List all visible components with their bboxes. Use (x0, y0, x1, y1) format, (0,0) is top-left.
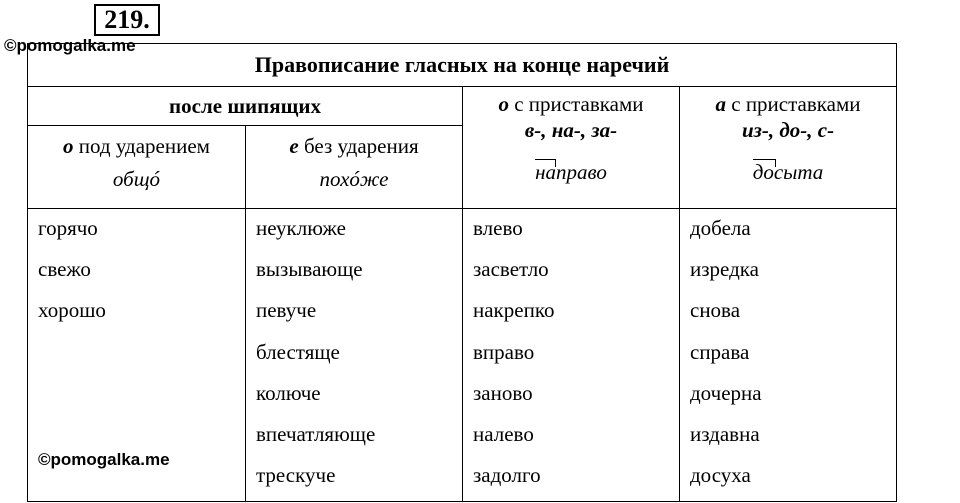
word: блестяще (256, 339, 340, 364)
word: досуха (690, 463, 751, 488)
word: горячо (38, 216, 98, 240)
header-a-with-prefixes (680, 87, 897, 209)
header-o-stressed (28, 126, 246, 209)
word: издавна (690, 421, 760, 446)
adverb-spelling-table (27, 43, 897, 502)
watermark-bottom: ©pomogalka.me (38, 450, 170, 469)
word: свежо (38, 257, 91, 282)
example-word (753, 157, 824, 187)
prefix-list: в-, на-, за- (524, 118, 618, 142)
prefix-mark (753, 159, 776, 167)
header-text: с приставками (508, 92, 644, 116)
word: хорошо (38, 298, 106, 323)
prefix-mark (535, 159, 556, 167)
word: накрепко (473, 298, 555, 323)
table-title: Правописание гласных на конце наречий (28, 44, 897, 87)
word: налево (473, 421, 534, 446)
word: добела (690, 216, 751, 240)
word: вправо (473, 339, 535, 364)
header-text: под ударением (73, 134, 210, 158)
word: задолго (473, 463, 541, 488)
word: засветло (473, 257, 549, 282)
example-rest: право (556, 160, 607, 184)
word: влево (473, 216, 523, 240)
word: вызывающе (256, 257, 363, 282)
example-prefix: до (752, 160, 774, 184)
header-text: с приставками (726, 92, 861, 116)
header-o-with-prefixes (463, 87, 680, 209)
word: изредка (690, 257, 759, 282)
words-column-2 (246, 209, 463, 502)
words-column-3 (463, 209, 680, 502)
word: певуче (256, 298, 317, 323)
example-word (535, 157, 607, 187)
letter-a: а (715, 92, 726, 116)
prefix-list: из-, до-, с- (741, 118, 835, 142)
word: впечатляюще (256, 421, 376, 446)
word: снова (690, 298, 741, 323)
header-text: без ударения (298, 134, 419, 158)
word: колюче (256, 380, 321, 405)
word: трескуче (256, 463, 336, 488)
letter-o: о (498, 92, 509, 116)
word: неуклюже (256, 216, 346, 240)
words-column-4 (680, 209, 897, 502)
word: справа (690, 339, 750, 364)
letter-o: о (63, 134, 74, 158)
letter-e: е (289, 134, 299, 158)
exercise-number: 219. (94, 4, 160, 36)
example-prefix: на (535, 160, 557, 184)
header-e-unstressed (246, 126, 463, 209)
example-word: общó (112, 167, 161, 191)
word: дочерна (690, 380, 762, 405)
watermark-top: ©pomogalka.me (4, 36, 136, 55)
example-word: похóже (319, 167, 389, 191)
example-rest: сыта (773, 160, 824, 184)
word: заново (473, 380, 533, 405)
header-after-sibilants: после шипящих (28, 87, 463, 126)
